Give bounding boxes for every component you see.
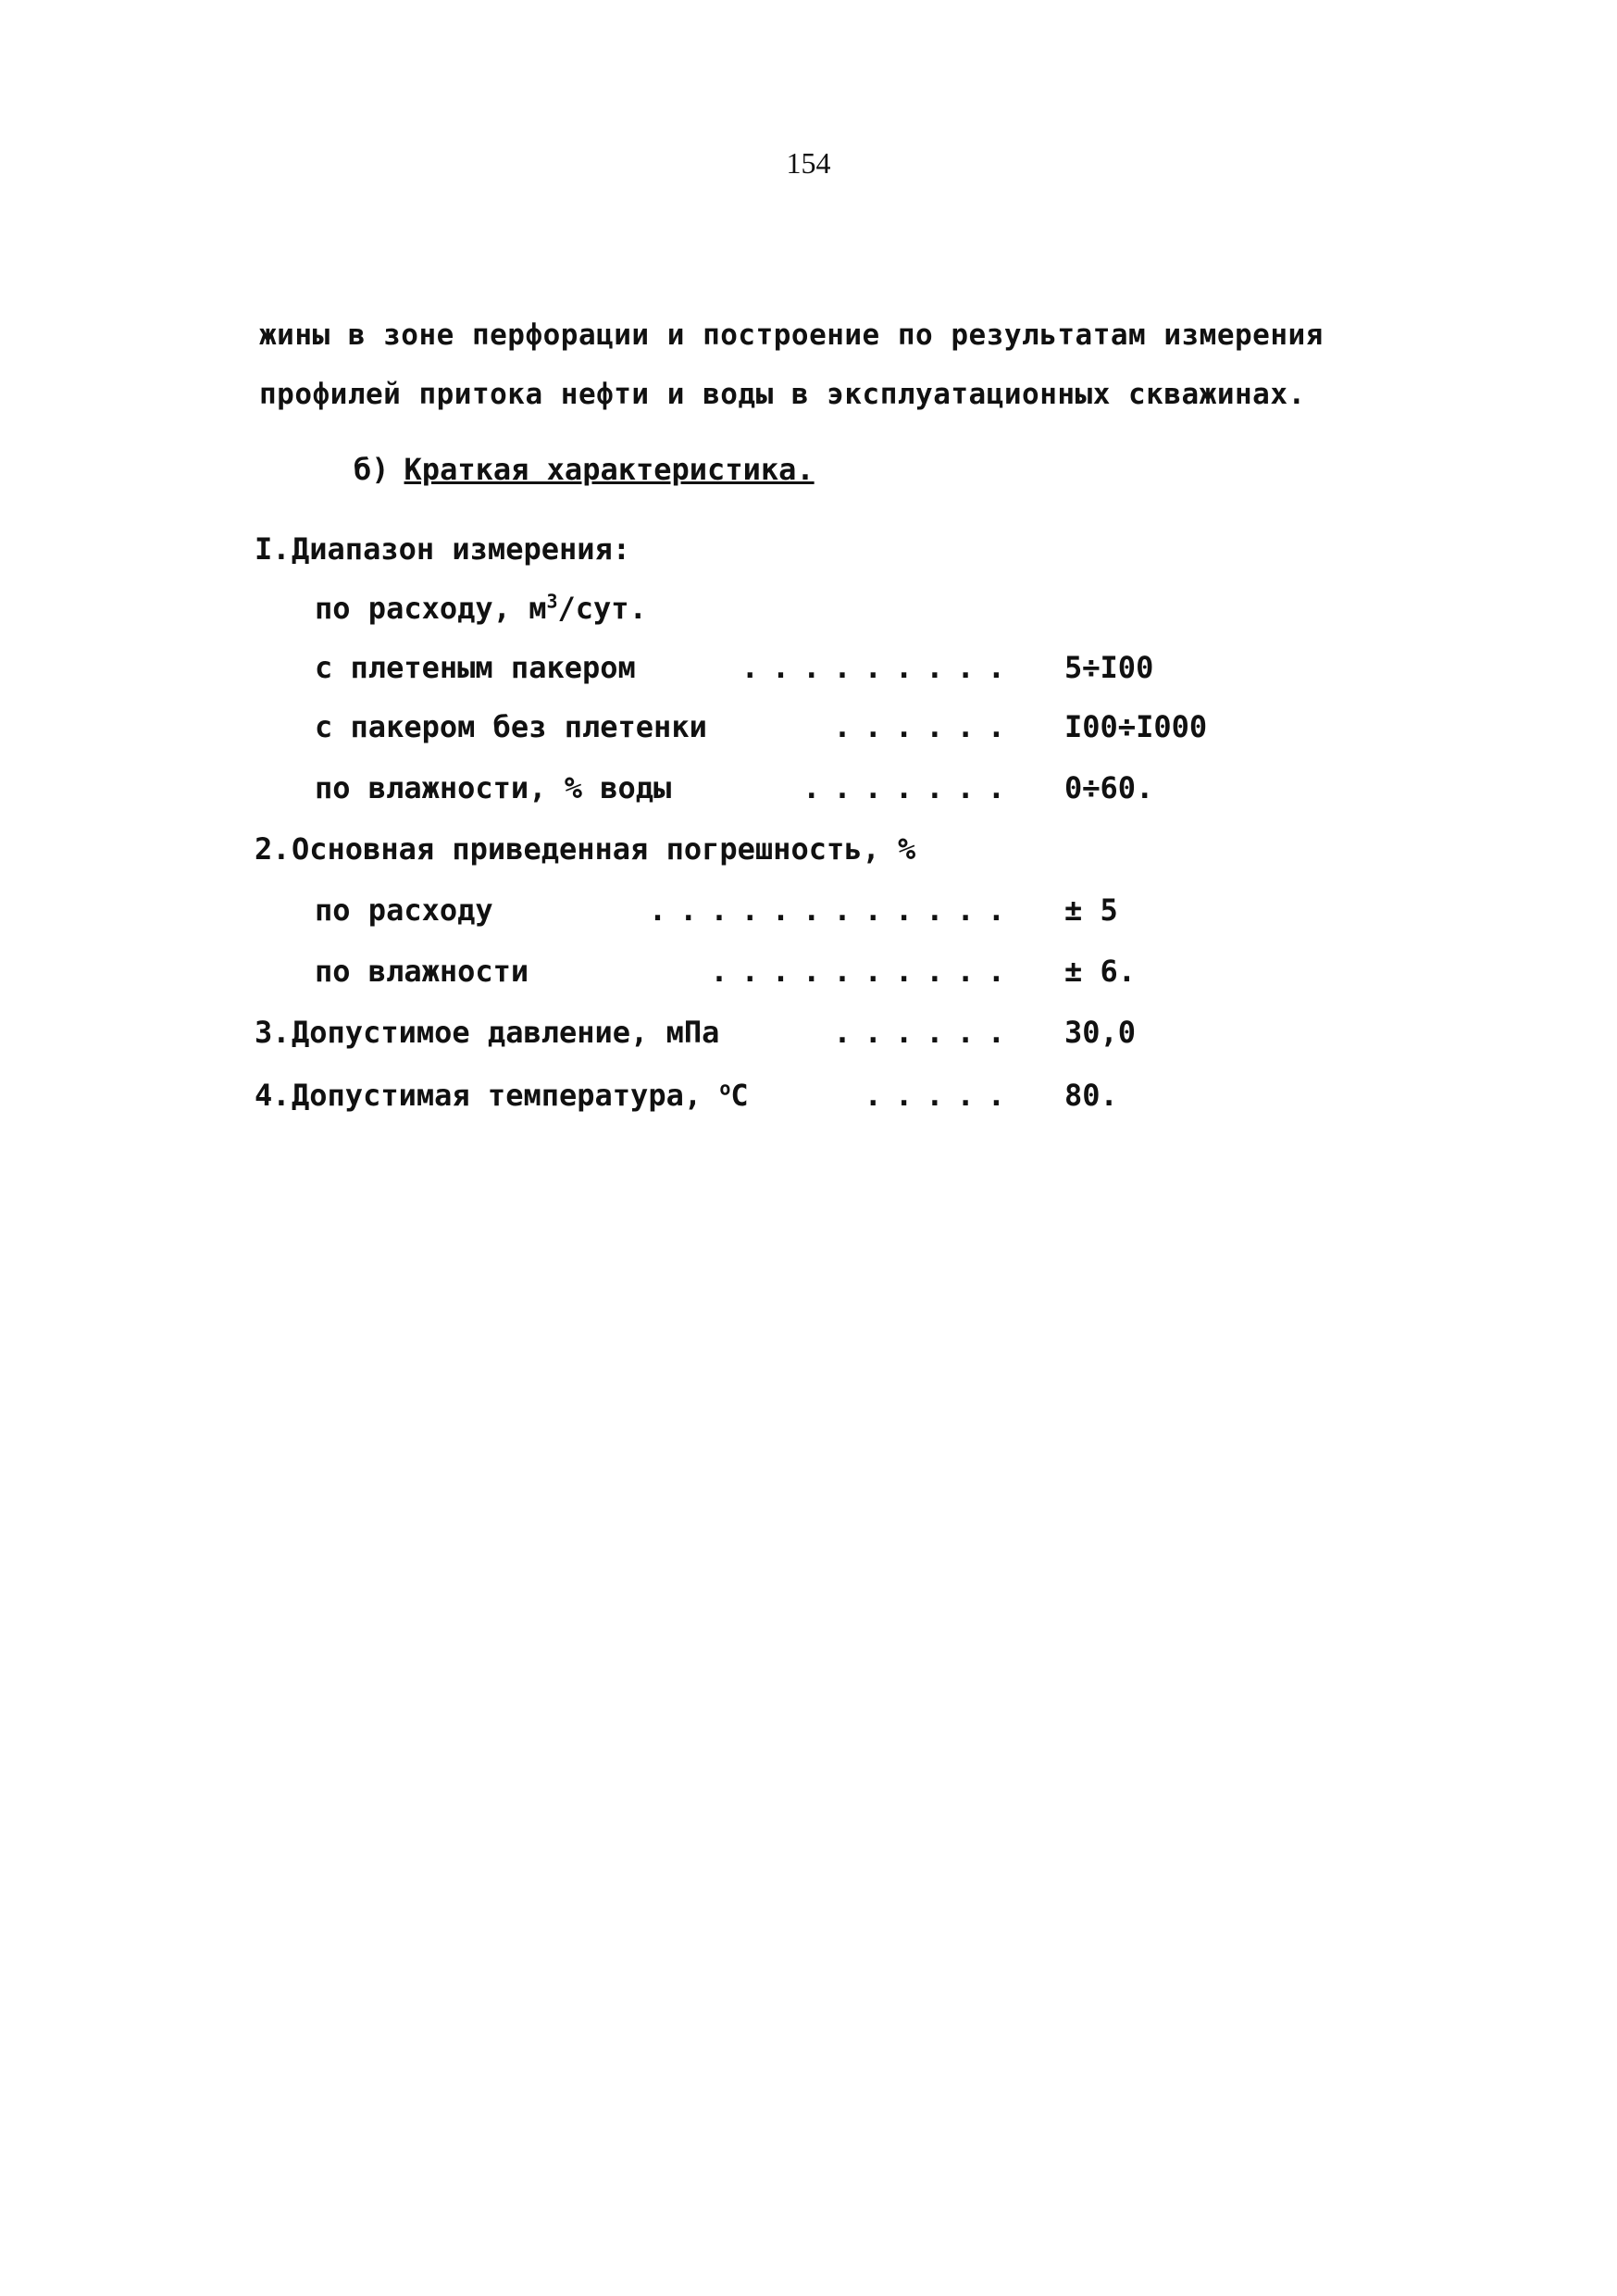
dot-leader: ..... bbox=[864, 1078, 1018, 1113]
paragraph-line-1: жины в зоне перфорации и построение по результатам измерения bbox=[259, 318, 1324, 352]
section-subheading bbox=[354, 452, 815, 487]
spec-row bbox=[255, 1015, 1018, 1050]
spec-row bbox=[315, 770, 1018, 805]
subtitle-superscript: 3 bbox=[546, 590, 558, 613]
spec-row-label: по расходу bbox=[315, 892, 493, 928]
spec-row bbox=[315, 954, 1018, 989]
subheading-marker: б) bbox=[354, 452, 390, 487]
spec-row-value: 5÷I00 bbox=[1064, 650, 1154, 685]
spec-row-label: с пакером без плетенки bbox=[315, 709, 707, 744]
spec-item-1-title bbox=[255, 531, 630, 567]
spec-row-value: ± 5 bbox=[1064, 892, 1118, 928]
spec-row-label: по влажности, % воды bbox=[315, 770, 672, 805]
spec-row bbox=[315, 892, 1018, 928]
dot-leader: ......... bbox=[740, 650, 1018, 685]
dot-leader: ...... bbox=[833, 709, 1018, 744]
spec-item-4-label bbox=[255, 1078, 749, 1113]
page-number: 154 bbox=[786, 146, 831, 180]
spec-item-1-subtitle bbox=[315, 591, 647, 626]
spec-row-value: ± 6. bbox=[1064, 954, 1137, 989]
spec-item-2-text: Основная приведенная погрешность, % bbox=[292, 831, 916, 867]
degree-superscript: о bbox=[719, 1077, 731, 1100]
spec-row bbox=[255, 1078, 1018, 1113]
spec-row-value: I00÷I000 bbox=[1064, 709, 1208, 744]
spec-item-3-label bbox=[255, 1015, 719, 1050]
spec-item-4-text-suffix: С bbox=[730, 1078, 749, 1113]
spec-item-4-number: 4. bbox=[255, 1078, 291, 1113]
spec-item-3-number: 3. bbox=[255, 1015, 291, 1050]
spec-item-2-title bbox=[255, 831, 915, 867]
spec-row-label: по влажности bbox=[315, 954, 529, 989]
dot-leader: .......... bbox=[710, 954, 1018, 989]
subtitle-prefix: по расходу, м bbox=[315, 591, 547, 626]
spec-item-4-text-prefix: Допустимая температура, bbox=[292, 1078, 720, 1113]
spec-item-2-number: 2. bbox=[255, 831, 291, 867]
spec-item-3-value: 30,0 bbox=[1064, 1015, 1137, 1050]
spec-item-1-text: Диапазон измерения: bbox=[292, 531, 631, 567]
spec-item-4-value: 80. bbox=[1064, 1078, 1118, 1113]
dot-leader: ...... bbox=[833, 1015, 1018, 1050]
subtitle-suffix: /сут. bbox=[557, 591, 647, 626]
subheading-title: Краткая характеристика. bbox=[404, 452, 815, 487]
spec-row bbox=[315, 709, 1018, 744]
paragraph-line-2: профилей притока нефти и воды в эксплуатационных скважинах. bbox=[259, 378, 1306, 411]
spec-row-value: 0÷60. bbox=[1064, 770, 1154, 805]
spec-row-label: с плетеным пакером bbox=[315, 650, 636, 685]
spec-item-3-text: Допустимое давление, мПа bbox=[292, 1015, 720, 1050]
dot-leader: ............ bbox=[648, 892, 1018, 928]
spec-row bbox=[315, 650, 1018, 685]
spec-item-1-number: I. bbox=[255, 531, 291, 567]
dot-leader: ....... bbox=[802, 770, 1018, 805]
